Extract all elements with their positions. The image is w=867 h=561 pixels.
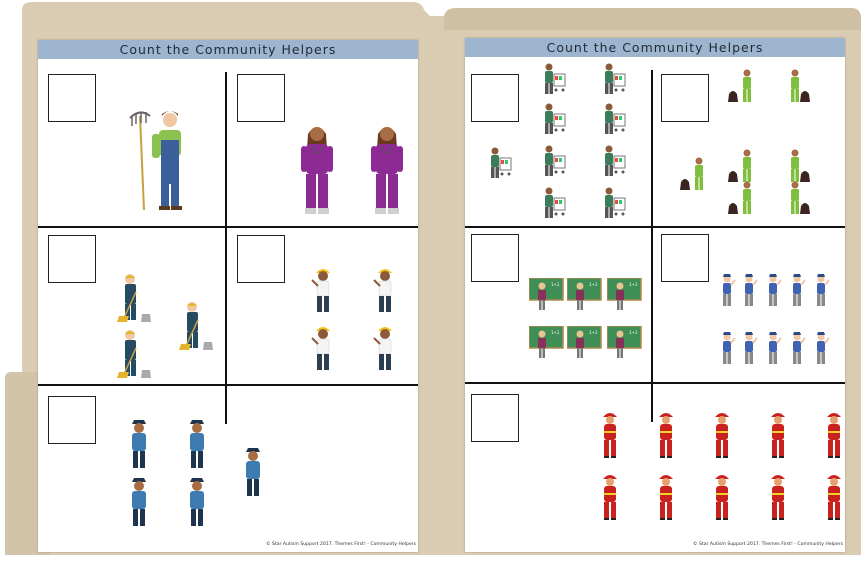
mail-carrier-icon (719, 332, 737, 366)
doctor-icon (300, 122, 334, 216)
firefighter-icon (657, 472, 675, 520)
svg-text:1+1: 1+1 (629, 330, 638, 335)
answer-box[interactable] (661, 74, 709, 122)
answer-box[interactable] (471, 74, 519, 122)
farmer-icon (126, 104, 192, 212)
street-sweeper-icon (116, 272, 154, 324)
teacher-icon (529, 326, 565, 360)
grocery-worker-icon (601, 62, 627, 96)
grocery-worker-icon (541, 102, 567, 136)
right-worksheet (465, 38, 845, 552)
mail-carrier-icon (765, 274, 783, 308)
svg-text:1+1: 1+1 (629, 282, 638, 287)
garbage-collector-icon (727, 180, 757, 216)
construction-worker-icon (310, 324, 336, 372)
grid-divider (465, 382, 845, 384)
mail-carrier-icon (813, 332, 831, 366)
mail-carrier-icon (719, 274, 737, 308)
grocery-worker-icon (487, 146, 513, 180)
copyright-footer: © Star Autism Support 2017. Themes First! - Community Helpers (265, 542, 416, 547)
grid-divider (465, 226, 845, 228)
firefighter-icon (601, 472, 619, 520)
garbage-collector-icon (785, 68, 815, 104)
mail-carrier-icon (741, 274, 759, 308)
construction-worker-icon (372, 324, 398, 372)
firefighter-icon (713, 410, 731, 458)
firefighter-icon (657, 410, 675, 458)
grid-divider (38, 226, 418, 228)
police-officer-icon (128, 418, 150, 470)
firefighter-icon (769, 472, 787, 520)
garbage-collector-icon (785, 180, 815, 216)
garbage-collector-icon (785, 148, 815, 184)
teacher-icon (607, 278, 643, 312)
svg-text:1+1: 1+1 (551, 282, 560, 287)
construction-worker-icon (372, 266, 398, 314)
answer-box[interactable] (48, 235, 96, 283)
left-worksheet (38, 40, 418, 552)
grocery-worker-icon (601, 186, 627, 220)
garbage-collector-icon (727, 68, 757, 104)
answer-box[interactable] (471, 234, 519, 282)
grocery-worker-icon (601, 144, 627, 178)
police-officer-icon (186, 418, 208, 470)
answer-box[interactable] (48, 396, 96, 444)
construction-worker-icon (310, 266, 336, 314)
firefighter-icon (769, 410, 787, 458)
grocery-worker-icon (541, 144, 567, 178)
answer-box[interactable] (471, 394, 519, 442)
answer-box[interactable] (237, 74, 285, 122)
grid-divider (38, 384, 418, 386)
teacher-icon (567, 278, 603, 312)
worksheet-title: Count the Community Helpers (38, 40, 418, 59)
police-officer-icon (186, 476, 208, 528)
svg-text:1+1: 1+1 (589, 330, 598, 335)
copyright-footer: © Star Autism Support 2017. Themes First! - Community Helpers (692, 542, 843, 547)
street-sweeper-icon (116, 328, 154, 380)
grid-divider (225, 72, 227, 424)
mail-carrier-icon (765, 332, 783, 366)
doctor-icon (370, 122, 404, 216)
mail-carrier-icon (741, 332, 759, 366)
firefighter-icon (713, 472, 731, 520)
teacher-icon (529, 278, 565, 312)
mail-carrier-icon (789, 332, 807, 366)
grocery-worker-icon (541, 62, 567, 96)
police-officer-icon (242, 446, 264, 498)
street-sweeper-icon (178, 300, 216, 352)
answer-box[interactable] (661, 234, 709, 282)
answer-box[interactable] (237, 235, 285, 283)
grocery-worker-icon (541, 186, 567, 220)
grocery-worker-icon (601, 102, 627, 136)
mail-carrier-icon (813, 274, 831, 308)
firefighter-icon (601, 410, 619, 458)
garbage-collector-icon (679, 156, 709, 192)
firefighter-icon (825, 410, 843, 458)
teacher-icon (607, 326, 643, 360)
worksheet-title: Count the Community Helpers (465, 38, 845, 57)
teacher-icon (567, 326, 603, 360)
answer-box[interactable] (48, 74, 96, 122)
svg-text:1+1: 1+1 (589, 282, 598, 287)
police-officer-icon (128, 476, 150, 528)
grid-divider (651, 70, 653, 422)
firefighter-icon (825, 472, 843, 520)
mail-carrier-icon (789, 274, 807, 308)
svg-text:1+1: 1+1 (551, 330, 560, 335)
garbage-collector-icon (727, 148, 757, 184)
